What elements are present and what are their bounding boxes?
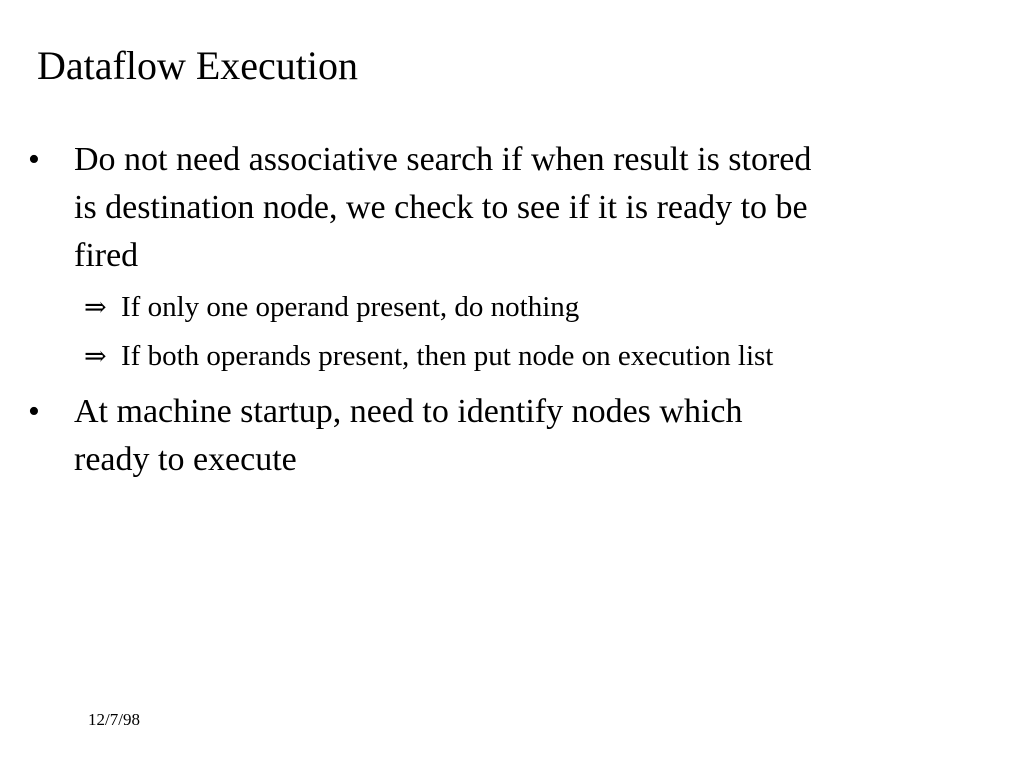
sub-bullet-item-1 [84,289,579,326]
bullet-text [74,136,811,280]
implies-arrow-icon: ⇒ [84,292,107,323]
bullet-line: Do not need associative search if when result is stored [74,141,812,178]
bullet-text [74,388,743,484]
sub-bullet-item-2 [84,338,773,375]
footer-date: 12/7/98 [88,710,140,729]
bullet-line: is destination node, we check to see if it is ready to be [74,189,808,226]
implies-arrow-icon: ⇒ [84,341,107,372]
bullet-line: At machine startup, need to identify nodes which [74,393,743,430]
sub-bullet-text: If both operands present, then put node on execution list [121,340,774,372]
bullet-line: ready to execute [74,441,297,478]
bullet-line: fired [74,237,139,274]
slide-title: Dataflow Execution [37,43,358,88]
bullet-dot-icon: • [28,393,40,430]
bullet-dot-icon: • [28,141,40,178]
sub-bullet-text: If only one operand present, do nothing [121,291,580,323]
